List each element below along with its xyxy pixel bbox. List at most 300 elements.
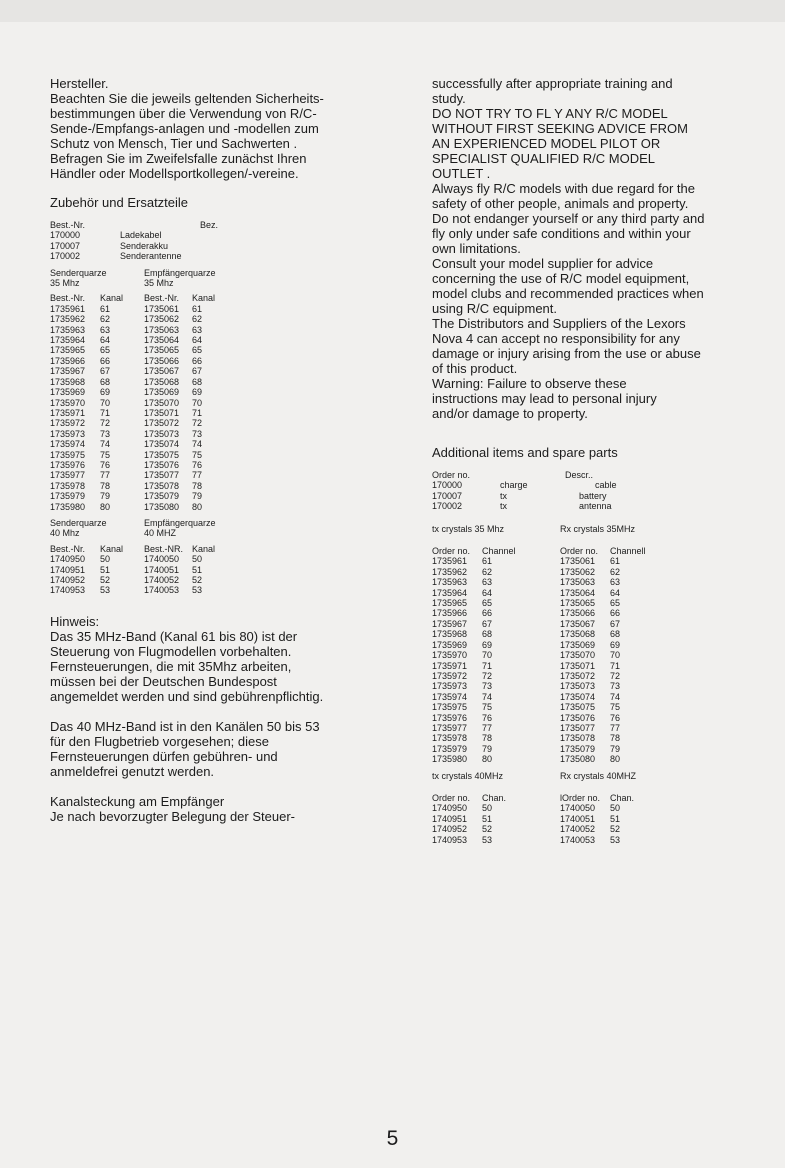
tx-channel: 50 (482, 803, 493, 814)
text-line: model clubs and recommended practices when (432, 286, 704, 301)
tx-order-number: 1735973 (50, 428, 86, 439)
table-row (432, 661, 646, 671)
crystals-35mhz-table (50, 268, 216, 512)
table-row (50, 575, 216, 585)
tx-order-number: 1735976 (50, 459, 86, 470)
rx-order-number: 1735076 (560, 712, 596, 723)
rx-order-number: 1735063 (560, 577, 596, 588)
text-line: Das 35 MHz-Band (Kanal 61 bis 80) ist der (50, 628, 298, 644)
rx-channel: 80 (192, 501, 203, 512)
tx-channel: 76 (482, 712, 493, 723)
tx-channel: 65 (100, 345, 111, 356)
rx-channel: 68 (610, 629, 621, 640)
text-line: Always fly R/C models with due regard for the (432, 181, 695, 196)
table-row (432, 713, 646, 723)
col-header: Kanal (192, 293, 216, 304)
title-line: 40 Mhz (50, 528, 80, 539)
rx-order-number: 1735075 (560, 702, 596, 713)
text-line: Hinweis: (50, 613, 100, 629)
rx-order-number: 1740050 (560, 803, 596, 814)
rx-order-number: 1735062 (560, 566, 596, 577)
rx-order-number: 1735071 (144, 407, 180, 418)
col-header: Best.-Nr. (144, 293, 180, 304)
tx-order-number: 1740951 (50, 564, 86, 575)
table-row (50, 502, 216, 512)
rx-order-number: 1735077 (560, 722, 596, 733)
rx-channel: 79 (192, 491, 203, 502)
tx-order-number: 1735968 (50, 376, 86, 387)
order-number: 170007 (50, 240, 81, 251)
tx-channel: 72 (100, 418, 111, 429)
rx-order-number: 1735080 (560, 754, 596, 765)
col-header: Best.-NR. (144, 543, 184, 554)
rx-channel: 65 (610, 598, 621, 609)
rx-order-number: 1740053 (144, 585, 180, 596)
rx-order-number: 1740052 (144, 575, 180, 585)
rx-order-number: 1735066 (144, 355, 180, 366)
text-line: fly only under safe conditions and within your (432, 226, 691, 241)
tx-order-number: 1740950 (432, 803, 468, 814)
tx-channel: 65 (482, 598, 493, 609)
page-number: 5 (386, 1127, 399, 1150)
accessories-table (432, 470, 617, 512)
title-line: Senderquarze (50, 267, 107, 278)
text-line: instructions may lead to personal injury (432, 391, 657, 406)
table-body (50, 304, 216, 512)
tx-channel: 66 (482, 608, 493, 619)
tx-order-number: 1735963 (50, 324, 86, 335)
text-line: anmeldefrei genutzt werden. (50, 763, 215, 779)
table-row (50, 387, 216, 397)
rx-order-number: 1735074 (144, 439, 180, 450)
table-row (50, 345, 216, 355)
rx-channel: 53 (192, 585, 203, 596)
rx-channel: 63 (610, 577, 621, 588)
intro-paragraph (50, 76, 395, 181)
rx-channel: 66 (192, 355, 203, 366)
table-row (50, 241, 218, 251)
table-row (432, 733, 646, 743)
tx-order-number: 1740952 (50, 575, 86, 585)
tx-channel: 78 (100, 480, 111, 491)
tx-order-number: 1735961 (432, 556, 468, 567)
tx-order-number: 1735976 (432, 712, 468, 723)
order-number: 170000 (50, 230, 81, 241)
rx-channel: 69 (610, 639, 621, 650)
table-row (50, 565, 216, 575)
tx-channel: 69 (100, 387, 111, 398)
tx-channel: 53 (100, 585, 111, 596)
tx-order-number: 1735962 (432, 566, 468, 577)
table-row (432, 577, 646, 587)
tx-channel: 61 (100, 303, 111, 314)
item-description: Senderantenne (120, 251, 182, 262)
table-row (50, 460, 216, 470)
text-line: müssen bei der Deutschen Bundespost (50, 673, 277, 689)
table-header (432, 546, 646, 556)
rx-channel: 50 (192, 554, 203, 565)
table-row (50, 585, 216, 595)
table-title (50, 268, 216, 289)
text-line: successfully after appropriate training and (432, 76, 673, 91)
table-row (50, 377, 216, 387)
tx-channel: 67 (482, 618, 493, 629)
tx-order-number: 1735975 (50, 449, 86, 460)
table-title (50, 518, 216, 539)
table-row (432, 556, 646, 566)
text-line: Befragen Sie im Zweifelsfalle zunächst Ihren (50, 151, 307, 166)
page-top-edge (0, 0, 785, 22)
text-line: Händler oder Modellsportkollegen/-vereine. (50, 166, 299, 181)
rx-channel: 73 (610, 681, 621, 692)
tx-channel: 63 (100, 324, 111, 335)
tx-order-number: 1740951 (432, 813, 468, 824)
item-type: tx (500, 501, 508, 512)
rx-channel: 71 (192, 407, 203, 418)
table-row (50, 325, 216, 335)
table-row (432, 702, 646, 712)
text-line: own limitations. (432, 241, 521, 256)
rx-order-number: 1735069 (560, 639, 596, 650)
title-line: Empfängerquarze (144, 267, 216, 278)
table-row (50, 491, 216, 501)
table-row (432, 501, 617, 511)
tx-channel: 71 (100, 407, 111, 418)
table-row (432, 491, 617, 501)
tx-channel: 66 (100, 355, 111, 366)
rx-channel: 72 (610, 670, 621, 681)
tx-channel: 79 (482, 743, 493, 754)
rx-channel: 67 (192, 366, 203, 377)
rx-channel: 50 (610, 803, 621, 814)
tx-channel: 80 (482, 754, 493, 765)
col-header: Kanal (100, 293, 124, 304)
rx-channel: 68 (192, 376, 203, 387)
tx-channel: 67 (100, 366, 111, 377)
right-column (432, 76, 777, 845)
rx-channel: 78 (610, 733, 621, 744)
rx-order-number: 1735061 (144, 303, 180, 314)
table-row (50, 251, 218, 261)
rx-channel: 76 (192, 459, 203, 470)
tx-order-number: 1735977 (432, 722, 468, 733)
rx-channel: 64 (192, 335, 203, 346)
text-line: Fernsteuerungen dürfen gebühren- und (50, 748, 278, 764)
rx-order-number: 1735064 (144, 335, 180, 346)
tx-channel: 69 (482, 639, 493, 650)
section-heading: Zubehör und Ersatzteile (50, 195, 189, 210)
rx-channel: 63 (192, 324, 203, 335)
text-line: Steuerung von Flugmodellen vorbehalten. (50, 643, 292, 659)
kanal-paragraph (50, 794, 395, 824)
tx-order-number: 1735974 (50, 439, 86, 450)
table-row (432, 754, 646, 764)
rx-channel: 70 (610, 650, 621, 661)
table-row (432, 814, 636, 824)
tx-order-number: 1740953 (432, 834, 468, 845)
rx-channel: 52 (192, 575, 203, 585)
text-line: Das 40 MHz-Band ist in den Kanälen 50 bis 53 (50, 718, 320, 734)
col-header: Chan. (482, 792, 507, 803)
table-header (432, 793, 636, 803)
table-row (50, 470, 216, 480)
order-number: 170002 (432, 501, 463, 512)
rx-channel: 75 (610, 702, 621, 713)
rx-order-number: 1740051 (560, 813, 596, 824)
col-header: Channel (482, 546, 516, 557)
col-header: lOrder no. (560, 792, 601, 803)
rx-order-number: 1735076 (144, 459, 180, 470)
tx-channel: 70 (482, 650, 493, 661)
table-row (432, 629, 646, 639)
table-row (50, 398, 216, 408)
table-row (432, 567, 646, 577)
tx-order-number: 1735964 (432, 587, 468, 598)
text-line: using R/C equipment. (432, 301, 558, 316)
text-line: Fernsteuerungen, die mit 35Mhz arbeiten, (50, 658, 292, 674)
table-row (432, 744, 646, 754)
item-description: cable (595, 480, 617, 491)
rx-order-number: 1735065 (144, 345, 180, 356)
tx-channel: 74 (482, 691, 493, 702)
text-line: angemeldet werden und sind gebührenpflichtig. (50, 688, 324, 704)
text-line: bestimmungen über die Verwendung von R/C- (50, 106, 317, 121)
rx-order-number: 1735079 (560, 743, 596, 754)
tx-order-number: 1735979 (50, 491, 86, 502)
table-row (50, 356, 216, 366)
text-line: Sende-/Empfangs-anlagen und -modellen zum (50, 121, 319, 136)
text-line: of this product. (432, 361, 518, 376)
tx-channel: 70 (100, 397, 111, 408)
text-line: Je nach bevorzugter Belegung der Steuer- (50, 808, 295, 824)
title-line: Empfängerquarze (144, 517, 216, 528)
title-line: Rx crystals 35MHz (560, 523, 636, 534)
rx-order-number: 1735071 (560, 660, 596, 671)
item-description: Ladekabel (120, 230, 162, 241)
text-line: AN EXPERIENCED MODEL PILOT OR (432, 136, 661, 151)
tx-order-number: 1735977 (50, 470, 86, 481)
tx-channel: 50 (100, 554, 111, 565)
table-row (50, 450, 216, 460)
tx-order-number: 1735978 (50, 480, 86, 491)
tx-order-number: 1735980 (50, 501, 86, 512)
tx-order-number: 1735968 (432, 629, 468, 640)
table-row (50, 481, 216, 491)
tx-order-number: 1735969 (432, 639, 468, 650)
rx-order-number: 1735079 (144, 491, 180, 502)
col-header: Order no. (432, 792, 471, 803)
crystals-40mhz-table (432, 771, 636, 845)
tx-order-number: 1735969 (50, 387, 86, 398)
tx-order-number: 1735970 (432, 650, 468, 661)
col-header: Order no. (432, 546, 471, 557)
rx-channel: 79 (610, 743, 621, 754)
text-line: OUTLET . (432, 166, 491, 181)
tx-order-number: 1735970 (50, 397, 86, 408)
table-row (432, 598, 646, 608)
rx-channel: 77 (192, 470, 203, 481)
tx-order-number: 1735980 (432, 754, 468, 765)
text-line: and/or damage to property. (432, 406, 588, 421)
rx-order-number: 1735067 (560, 618, 596, 629)
tx-channel: 75 (100, 449, 111, 460)
table-row (50, 230, 218, 240)
col-header: Best.-Nr. (50, 293, 86, 304)
table-row (432, 835, 636, 845)
tx-order-number: 1735967 (50, 366, 86, 377)
tx-channel: 61 (482, 556, 493, 567)
tx-channel: 71 (482, 660, 493, 671)
rx-channel: 62 (610, 566, 621, 577)
item-type: charge (500, 480, 528, 491)
rx-order-number: 1735061 (560, 556, 596, 567)
table-row (432, 723, 646, 733)
rx-channel: 66 (610, 608, 621, 619)
table-body (432, 556, 646, 764)
title-line: 35 Mhz (144, 278, 174, 289)
rx-order-number: 1735080 (144, 501, 180, 512)
tx-order-number: 1735978 (432, 733, 468, 744)
tx-order-number: 1735964 (50, 335, 86, 346)
table-header (50, 544, 216, 554)
tx-order-number: 1735961 (50, 303, 86, 314)
tx-channel: 64 (482, 587, 493, 598)
title-line: tx crystals 40MHz (432, 770, 504, 781)
tx-order-number: 1735971 (432, 660, 468, 671)
rx-channel: 80 (610, 754, 621, 765)
table-body (432, 803, 636, 845)
text-line: DO NOT TRY TO FL Y ANY R/C MODEL (432, 106, 668, 121)
tx-channel: 62 (100, 314, 111, 325)
rx-order-number: 1740053 (560, 834, 596, 845)
band40-paragraph (50, 719, 395, 779)
rx-channel: 73 (192, 428, 203, 439)
text-line: Kanalsteckung am Empfänger (50, 793, 225, 809)
table-row (432, 824, 636, 834)
rx-order-number: 1735073 (144, 428, 180, 439)
rx-channel: 62 (192, 314, 203, 325)
rx-order-number: 1735070 (144, 397, 180, 408)
rx-order-number: 1735072 (560, 670, 596, 681)
table-row (432, 480, 617, 490)
crystals-35mhz-table (432, 524, 646, 765)
tx-channel: 63 (482, 577, 493, 588)
title-line: tx crystals 35 Mhz (432, 523, 505, 534)
tx-order-number: 1735973 (432, 681, 468, 692)
crystals-40mhz-table (50, 518, 216, 596)
rx-order-number: 1735063 (144, 324, 180, 335)
rx-channel: 61 (610, 556, 621, 567)
tx-channel: 51 (100, 564, 111, 575)
rx-channel: 51 (610, 813, 621, 824)
rx-channel: 76 (610, 712, 621, 723)
tx-order-number: 1740950 (50, 554, 86, 565)
rx-channel: 53 (610, 834, 621, 845)
col-header: Order no. (560, 546, 599, 557)
rx-order-number: 1735069 (144, 387, 180, 398)
tx-order-number: 1735963 (432, 577, 468, 588)
table-row (50, 366, 216, 376)
tx-channel: 73 (100, 428, 111, 439)
table-row (50, 304, 216, 314)
tx-channel: 64 (100, 335, 111, 346)
table-header (50, 220, 218, 230)
tx-order-number: 1735966 (432, 608, 468, 619)
item-description: antenna (579, 501, 612, 512)
tx-channel: 52 (482, 824, 493, 835)
text-line: SPECIALIST QUALIFIED R/C MODEL (432, 151, 655, 166)
tx-channel: 75 (482, 702, 493, 713)
col-header: Best.-Nr. (50, 220, 86, 230)
text-line: study. (432, 91, 466, 106)
rx-order-number: 1740050 (144, 554, 180, 565)
table-row (50, 439, 216, 449)
rx-order-number: 1735070 (560, 650, 596, 661)
rx-order-number: 1740051 (144, 564, 180, 575)
tx-channel: 62 (482, 566, 493, 577)
title-line: 40 MHZ (144, 528, 177, 539)
text-line: Hersteller. (50, 76, 109, 91)
col-header: Kanal (100, 543, 124, 554)
tx-channel: 72 (482, 670, 493, 681)
text-line: safety of other people, animals and property. (432, 196, 689, 211)
col-header: Descr.. (565, 470, 594, 480)
item-description: Senderakku (120, 240, 169, 251)
table-row (50, 335, 216, 345)
tx-channel: 73 (482, 681, 493, 692)
tx-channel: 74 (100, 439, 111, 450)
col-header: Bez. (200, 220, 219, 230)
table-header (50, 293, 216, 303)
rx-order-number: 1735068 (144, 376, 180, 387)
left-column (50, 76, 395, 824)
text-line: Consult your model supplier for advice (432, 256, 654, 271)
rx-channel: 72 (192, 418, 203, 429)
hinweis-paragraph (50, 614, 395, 704)
table-body (50, 554, 216, 596)
item-type: tx (500, 490, 508, 501)
table-row (432, 681, 646, 691)
rx-order-number: 1735078 (560, 733, 596, 744)
rx-channel: 70 (192, 397, 203, 408)
rx-order-number: 1735065 (560, 598, 596, 609)
tx-order-number: 1735966 (50, 355, 86, 366)
rx-order-number: 1735066 (560, 608, 596, 619)
rx-channel: 52 (610, 824, 621, 835)
table-header (432, 470, 617, 480)
table-row (50, 408, 216, 418)
rx-order-number: 1735075 (144, 449, 180, 460)
rx-channel: 75 (192, 449, 203, 460)
order-number: 170002 (50, 251, 81, 262)
tx-channel: 80 (100, 501, 111, 512)
text-line: The Distributors and Suppliers of the Lexors (432, 316, 686, 331)
table-row (50, 314, 216, 324)
text-line: Beachten Sie die jeweils geltenden Sicherheits- (50, 91, 324, 106)
table-row (50, 429, 216, 439)
tx-order-number: 1740952 (432, 824, 468, 835)
table-row (432, 640, 646, 650)
rx-channel: 67 (610, 618, 621, 629)
tx-order-number: 1735965 (50, 345, 86, 356)
safety-paragraph (432, 76, 777, 421)
title-line: Senderquarze (50, 517, 107, 528)
rx-order-number: 1735064 (560, 587, 596, 598)
table-row (50, 418, 216, 428)
col-header (500, 470, 565, 480)
tx-channel: 79 (100, 491, 111, 502)
rx-channel: 65 (192, 345, 203, 356)
